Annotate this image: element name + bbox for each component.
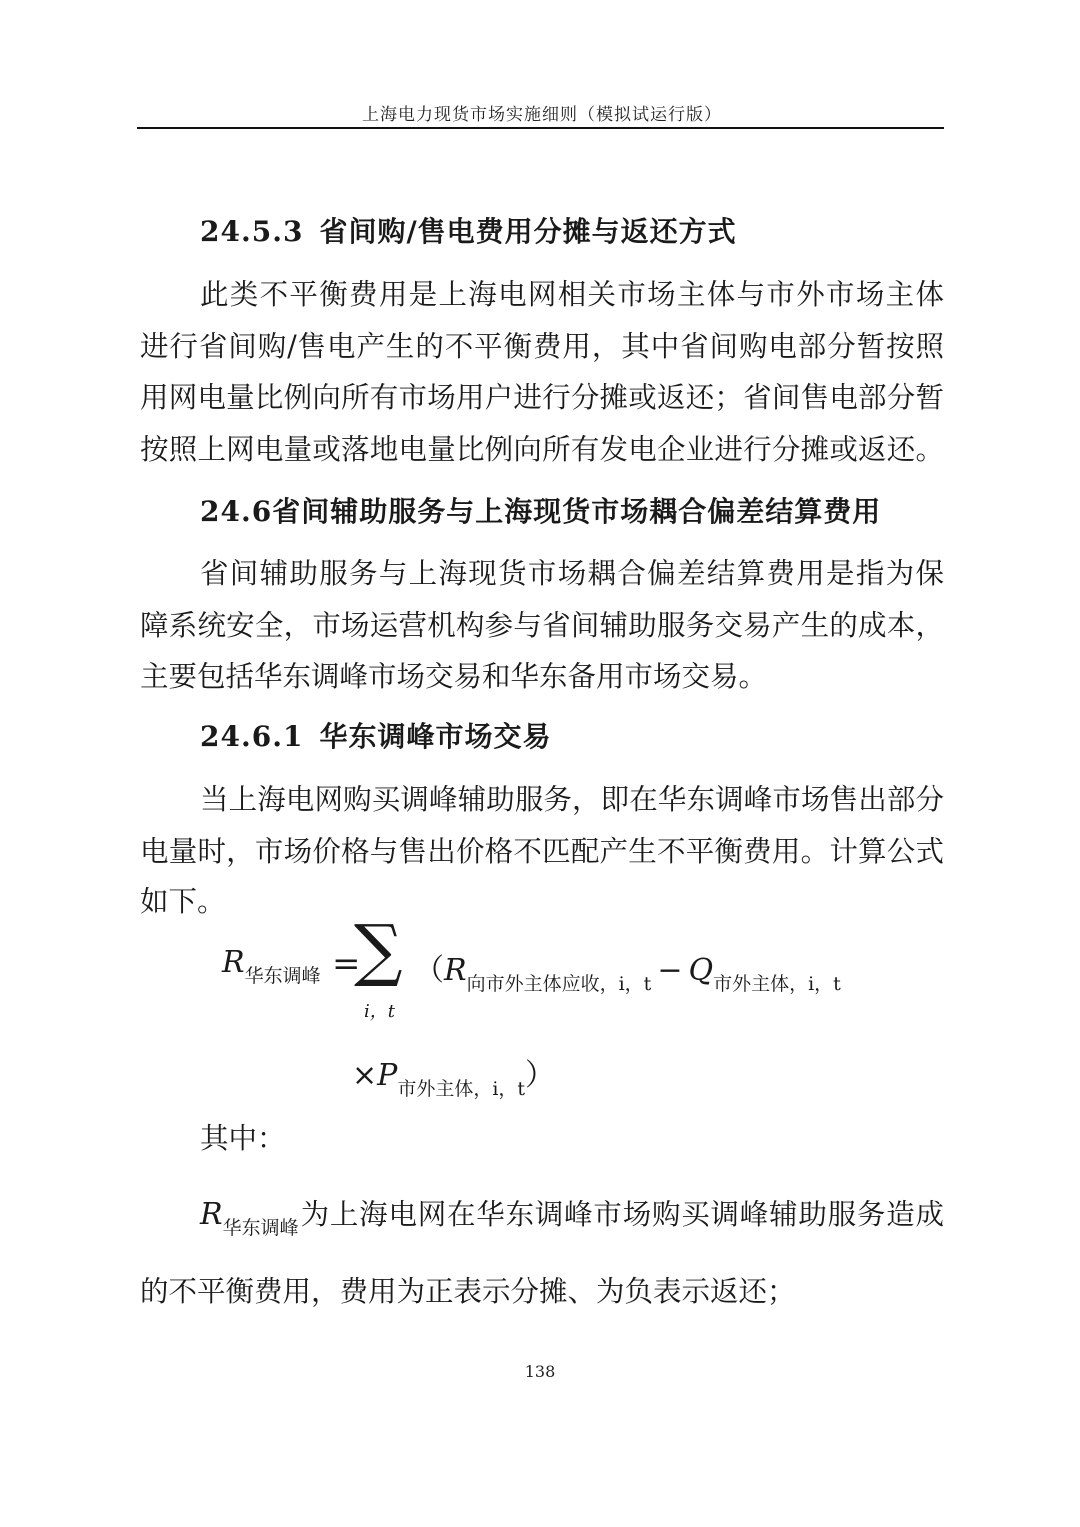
- paragraph-line: 按照上网电量或落地电量比例向所有发电企业进行分摊或返还。: [140, 433, 944, 466]
- section-heading-24-6: [200, 490, 881, 530]
- formula-r-var: R: [444, 953, 467, 988]
- paragraph-line: 当上海电网购买调峰辅助服务，即在华东调峰市场售出部分: [200, 783, 944, 816]
- paragraph-line: 的不平衡费用，费用为正表示分摊、为负表示返还；: [140, 1275, 796, 1308]
- definition-var: R: [200, 1197, 223, 1232]
- definition-sub: 华东调峰: [222, 1217, 299, 1239]
- formula-lhs-sub: 华东调峰: [244, 965, 321, 987]
- formula-r-sub: 向市外主体应收，i，t: [466, 973, 652, 995]
- paragraph-line: 障系统安全，市场运营机构参与省间辅助服务交易产生的成本，: [140, 609, 944, 642]
- paragraph-line: 如下。: [140, 885, 226, 918]
- section-number: 24.6.1: [200, 720, 304, 753]
- paragraph-line: 省间辅助服务与上海现货市场耦合偏差结算费用是指为保: [200, 557, 944, 590]
- page-number: 138: [524, 1362, 556, 1381]
- paragraph-line: 用网电量比例向所有市场用户进行分摊或返还；省间售电部分暂: [140, 381, 944, 414]
- where-label: 其中：: [200, 1122, 286, 1155]
- section-heading-24-5-3: [200, 210, 737, 250]
- section-number: 24.5.3: [200, 215, 304, 248]
- formula-second-line: [352, 1050, 556, 1100]
- formula-lhs: [222, 945, 321, 987]
- running-header: 上海电力现货市场实施细则（模拟试运行版）: [362, 105, 722, 125]
- header-rule: [137, 127, 944, 129]
- paragraph-line: 此类不平衡费用是上海电网相关市场主体与市外市场主体: [200, 278, 944, 311]
- paragraph-line: 进行省间购/售电产生的不平衡费用，其中省间购电部分暂按照: [140, 330, 944, 363]
- definition-text: 为上海电网在华东调峰市场购买调峰辅助服务造成: [300, 1198, 944, 1231]
- paragraph-line: 主要包括华东调峰市场交易和华东备用市场交易。: [140, 660, 768, 693]
- formula-equals: =: [332, 944, 361, 984]
- formula-q-sub: 市外主体，i，t: [713, 973, 841, 995]
- formula-p-var: P: [377, 1058, 398, 1093]
- sum-subscript: i，t: [364, 1001, 395, 1022]
- formula-rhs: [414, 945, 841, 995]
- formula-lhs-var: R: [222, 945, 245, 980]
- paragraph-line: 电量时，市场价格与售出价格不匹配产生不平衡费用。计算公式: [140, 835, 944, 868]
- close-paren: ）: [525, 1058, 556, 1093]
- times-sign: ×: [352, 1058, 378, 1093]
- section-title: 省间辅助服务与上海现货市场耦合偏差结算费用: [272, 495, 882, 528]
- definition-line-1: [200, 1197, 944, 1239]
- formula-p-sub: 市外主体，i，t: [397, 1078, 526, 1100]
- section-title: 华东调峰市场交易: [319, 720, 552, 753]
- minus-sign: −: [657, 953, 683, 988]
- section-title: 省间购/售电费用分摊与返还方式: [319, 215, 737, 248]
- formula-q-var: Q: [688, 953, 714, 988]
- sum-symbol: ∑: [354, 911, 403, 990]
- open-paren: （: [414, 953, 444, 988]
- section-number: 24.6: [200, 495, 273, 528]
- section-heading-24-6-1: [200, 715, 551, 755]
